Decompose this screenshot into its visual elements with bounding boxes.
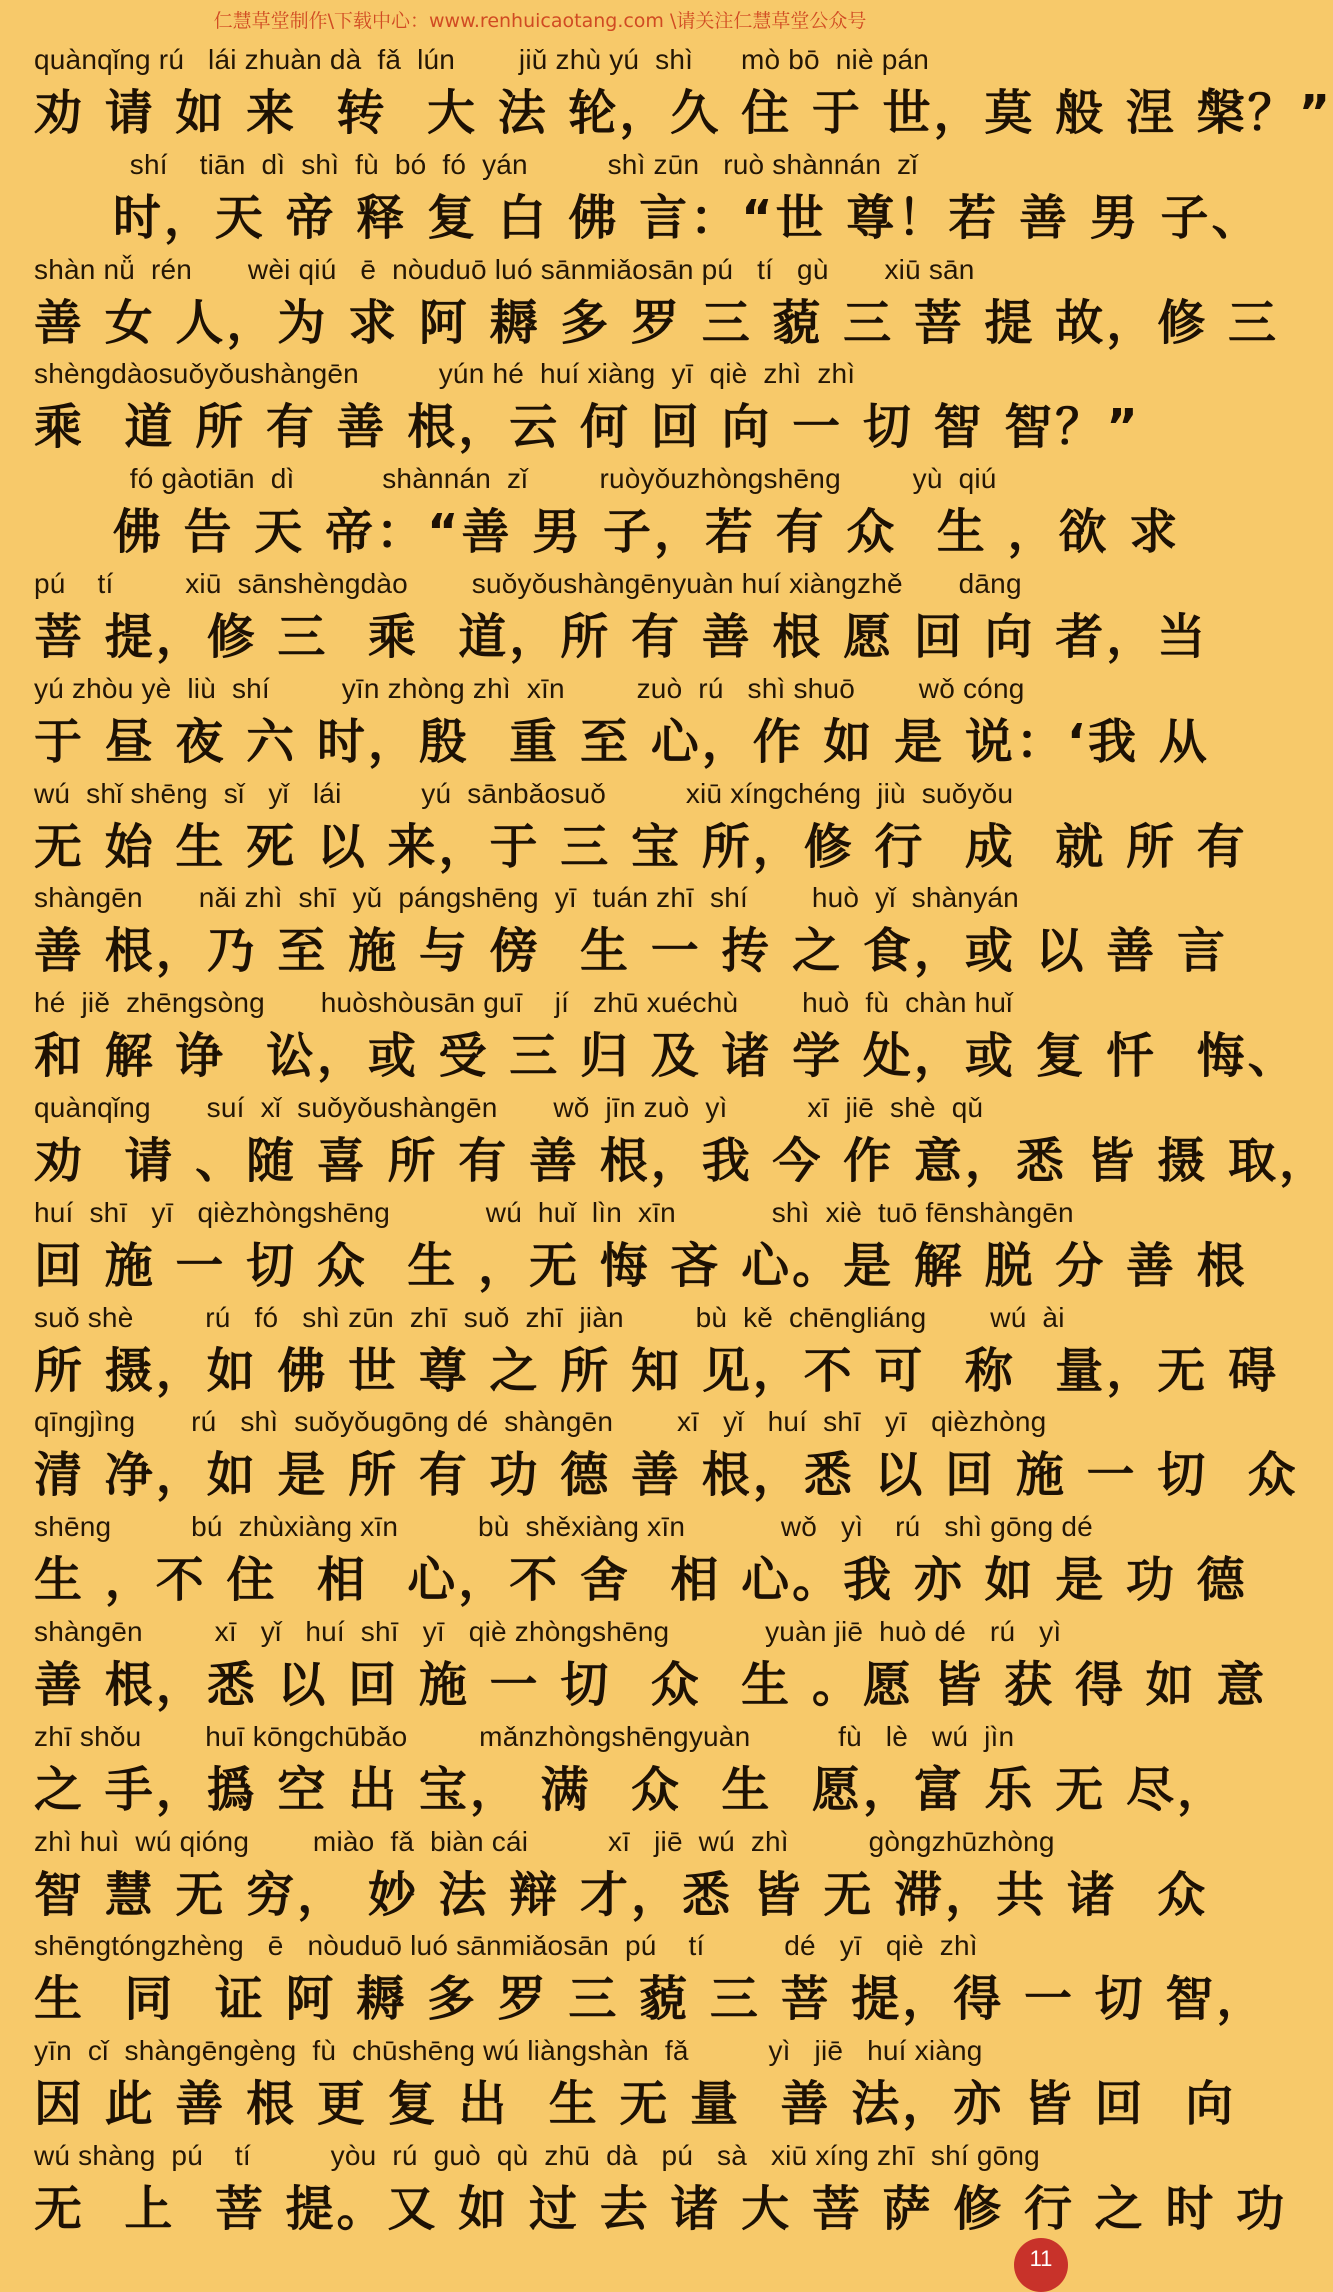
pinyin-line: quànqǐng rú lái zhuàn dà fǎ lún jiǔ zhù yú shì mò bō niè pán — [34, 44, 930, 75]
hanzi-line: 于 昼 夜 六 时，殷 重 至 心，作 如 是 说：‘我 从 — [34, 713, 1210, 770]
pinyin-line: qīngjìng rú shì suǒyǒugōng dé shàngēn xī yǐ huí shī yī qièzhòng — [34, 1406, 1047, 1438]
pinyin-line: shàngēn xī yǐ huí shī yī qiè zhòngshēng yuàn jiē huò dé rú yì — [34, 1615, 1062, 1647]
text-line — [0, 248, 1279, 353]
pinyin-line: hé jiě zhēngsòng huòshòusān guī jí zhū xuéchù huò fù chàn huǐ — [34, 987, 1013, 1019]
hanzi-line: 无 上 菩 提。又 如 过 去 诸 大 菩 萨 修 行 之 时 功 — [34, 2180, 1288, 2237]
text-line — [0, 1820, 1209, 1925]
text-line — [0, 457, 1181, 562]
pinyin-line: yīn cǐ shàngēngèng fù chūshēng wú liàngshàn fǎ yì jiē huí xiàng — [34, 2035, 983, 2067]
pinyin-line: quànqǐng suí xǐ suǒyǒushàngēn wǒ jīn zuò yì xī jiē shè qǔ — [34, 1091, 984, 1123]
text-line — [0, 1191, 1248, 1296]
hanzi-line: 善 根，乃 至 施 与 傍 生 一 抟 之 食，或 以 善 言 — [34, 923, 1228, 980]
text-line — [0, 352, 1141, 457]
pinyin-line: shèngdàosuǒyǒushàngēn yún hé huí xiàng yī qiè zhì zhì — [34, 358, 856, 390]
hanzi-line: 所 摄，如 佛 世 尊 之 所 知 见，不 可 称 量，无 碍 — [34, 1342, 1279, 1399]
pinyin-line: zhī shǒu huī kōngchūbǎo mǎnzhòngshēngyuàn fù lè wú jìn — [34, 1720, 1015, 1752]
pinyin-line: huí shī yī qièzhòngshēng wú huǐ lìn xīn shì xiè tuō fēnshàngēn — [34, 1196, 1074, 1228]
text-line — [0, 38, 1333, 143]
text-line — [0, 667, 1210, 772]
hanzi-line: 和 解 诤 讼，或 受 三 归 及 诸 学 处，或 复 忏 悔、 — [34, 1028, 1299, 1085]
hanzi-line: 清 净，如 是 所 有 功 德 善 根，悉 以 回 施 一 切 众 — [34, 1447, 1299, 1504]
text-line — [0, 772, 1248, 877]
hanzi-line: 无 始 生 死 以 来，于 三 宝 所，修 行 成 就 所 有 — [34, 818, 1248, 875]
text-line — [0, 143, 1263, 248]
text-line — [0, 562, 1209, 667]
text-line — [0, 876, 1228, 981]
text-line — [0, 1086, 1330, 1191]
pinyin-line: wú shǐ shēng sǐ yǐ lái yú sānbǎosuǒ xiū xíngchéng jiù suǒyǒu — [34, 777, 1014, 809]
text-line — [0, 1715, 1228, 1820]
hanzi-line: 时，天 帝 释 复 白 佛 言：“世 尊！若 善 男 子、 — [34, 189, 1263, 246]
hanzi-line: 乘 道 所 有 善 根，云 何 回 向 一 切 智 智？” — [34, 399, 1141, 456]
hanzi-line: 劝 请 如 来 转 大 法 轮，久 住 于 世，莫 般 涅 槃？” — [34, 85, 1333, 141]
scripture-text — [0, 38, 1333, 2239]
pinyin-line: shēngtóngzhèng ē nòuduō luó sānmiǎosān pú tí dé yī qiè zhì — [34, 1930, 978, 1962]
hanzi-line: 因 此 善 根 更 复 出 生 无 量 善 法，亦 皆 回 向 — [34, 2076, 1237, 2133]
pinyin-line: shēng bú zhùxiàng xīn bù shěxiàng xīn wǒ yì rú shì gōng dé — [34, 1511, 1093, 1543]
pinyin-line: shàn nǚ rén wèi qiú ē nòuduō luó sānmiǎosān pú tí gù xiū sān — [34, 253, 975, 285]
hanzi-line: 之 手，撝 空 出 宝， 满 众 生 愿，富 乐 无 尽， — [34, 1761, 1228, 1818]
text-line — [0, 1505, 1248, 1610]
pinyin-line: fó gàotiān dì shànnán zǐ ruòyǒuzhòngshēng yù qiú — [34, 463, 997, 495]
pinyin-line: pú tí xiū sānshèngdào suǒyǒushàngēnyuàn huí xiàngzhě dāng — [34, 567, 1022, 599]
pinyin-line: yú zhòu yè liù shí yīn zhòng zhì xīn zuò rú shì shuō wǒ cóng — [34, 672, 1025, 704]
hanzi-line: 佛 告 天 帝：“善 男 子，若 有 众 生 ，欲 求 — [34, 504, 1181, 561]
hanzi-line: 善 根，悉 以 回 施 一 切 众 生 。愿 皆 获 得 如 意 — [34, 1656, 1268, 1713]
text-line — [0, 1400, 1299, 1505]
hanzi-line: 智 慧 无 穷， 妙 法 辩 才，悉 皆 无 滞，共 诸 众 — [34, 1866, 1209, 1923]
hanzi-line: 生 ，不 住 相 心，不 舍 相 心。我 亦 如 是 功 德 — [34, 1552, 1248, 1609]
pinyin-line: wú shàng pú tí yòu rú guò qù zhū dà pú sà xiū xíng zhī shí gōng — [34, 2139, 1040, 2171]
hanzi-line: 善 女 人，为 求 阿 耨 多 罗 三 藐 三 菩 提 故，修 三 — [34, 294, 1279, 351]
hanzi-line: 回 施 一 切 众 生 ，无 悔 吝 心。是 解 脱 分 善 根 — [34, 1237, 1248, 1294]
pinyin-line: shí tiān dì shì fù bó fó yán shì zūn ruò shànnán zǐ — [34, 148, 918, 180]
text-line — [0, 2134, 1288, 2239]
text-line — [0, 1924, 1268, 2029]
text-line — [0, 1296, 1279, 1401]
hanzi-line: 劝 请 、随 喜 所 有 善 根，我 今 作 意，悉 皆 摄 取， — [34, 1132, 1330, 1189]
text-line — [0, 1610, 1268, 1715]
hanzi-line: 生 同 证 阿 耨 多 罗 三 藐 三 菩 提，得 一 切 智， — [34, 1971, 1268, 2028]
pinyin-line: suǒ shè rú fó shì zūn zhī suǒ zhī jiàn bù kě chēngliáng wú ài — [34, 1301, 1065, 1333]
pinyin-line: shàngēn nǎi zhì shī yǔ pángshēng yī tuán zhī shí huò yǐ shànyán — [34, 882, 1019, 914]
page-number-badge: 11 — [1014, 2238, 1068, 2292]
text-line — [0, 981, 1299, 1086]
page-header: 仁慧草堂制作\下载中心：www.renhuicaotang.com \请关注仁慧草堂公众号 — [213, 10, 867, 32]
text-line — [0, 2029, 1237, 2134]
pinyin-line: zhì huì wú qióng miào fǎ biàn cái xī jiē wú zhì gòngzhūzhòng — [34, 1825, 1055, 1857]
hanzi-line: 菩 提，修 三 乘 道，所 有 善 根 愿 回 向 者，当 — [34, 608, 1209, 665]
